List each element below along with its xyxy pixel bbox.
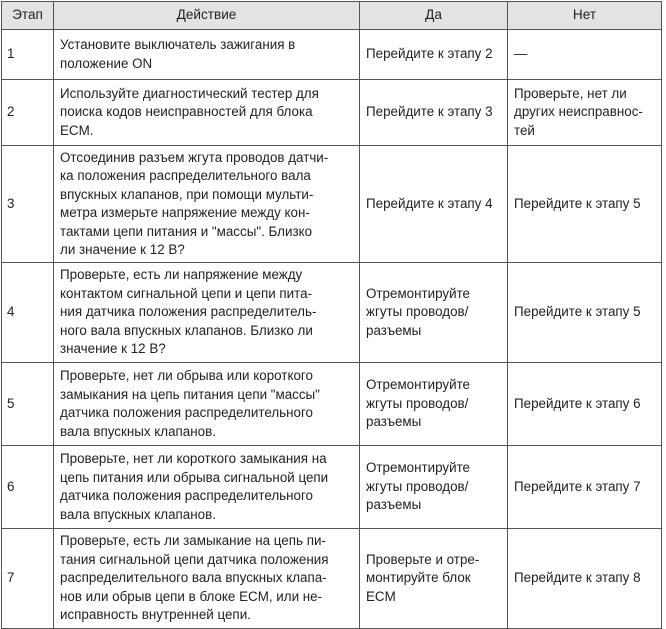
table-row <box>2 363 662 446</box>
step-cell: 7 <box>2 529 54 629</box>
yes-cell: Перейдите к этапу 4 <box>360 146 508 263</box>
yes-cell: Отремонтируйте жгуты проводов/ разъемы <box>360 263 508 363</box>
step-cell: 3 <box>2 146 54 263</box>
no-cell: Перейдите к этапу 5 <box>508 263 662 363</box>
header-no: Нет <box>508 2 662 30</box>
no-cell: Перейдите к этапу 8 <box>508 529 662 629</box>
yes-cell: Проверьте и отре- монтируйте блок ECM <box>360 529 508 629</box>
action-cell: Проверьте, есть ли напряжение между контактом сигнальной цепи и цепи пита- ния датчика положения распределитель- ного вала впускных клапанов. Близко ли значение к 12 В? <box>54 263 360 363</box>
table-row <box>2 146 662 263</box>
action-cell: Используйте диагностический тестер для поиска кодов неисправностей для блока ECM. <box>54 80 360 146</box>
no-cell: — <box>508 30 662 80</box>
yes-cell: Перейдите к этапу 3 <box>360 80 508 146</box>
no-cell: Перейдите к этапу 7 <box>508 446 662 529</box>
no-cell: Проверьте, нет ли других неисправнос- тей <box>508 80 662 146</box>
action-cell: Проверьте, нет ли обрыва или короткого замыкания на цепь питания цепи "массы" датчика положения распределительного вала впускных клапанов. <box>54 363 360 446</box>
no-cell: Перейдите к этапу 6 <box>508 363 662 446</box>
step-cell: 2 <box>2 80 54 146</box>
action-cell: Отсоединив разъем жгута проводов датчи- ка положения распределительного вала впускных клапанов, при помощи мульти- метра измерьте напряжение между кон- тактами цепи питания и "массы". Близко ли значение к 12 В? <box>54 146 360 263</box>
step-cell: 4 <box>2 263 54 363</box>
table-row <box>2 80 662 146</box>
table-body <box>2 30 662 629</box>
yes-cell: Перейдите к этапу 2 <box>360 30 508 80</box>
table-row <box>2 30 662 80</box>
table-row <box>2 446 662 529</box>
header-yes: Да <box>360 2 508 30</box>
yes-cell: Отремонтируйте жгуты проводов/ разъемы <box>360 446 508 529</box>
diagnostic-table <box>1 1 662 629</box>
header-row <box>2 2 662 30</box>
header-action: Действие <box>54 2 360 30</box>
action-cell: Установите выключатель зажигания в положение ON <box>54 30 360 80</box>
yes-cell: Отремонтируйте жгуты проводов/ разъемы <box>360 363 508 446</box>
table-header <box>2 2 662 30</box>
table-row <box>2 529 662 629</box>
step-cell: 5 <box>2 363 54 446</box>
header-step: Этап <box>2 2 54 30</box>
action-cell: Проверьте, есть ли замыкание на цепь пи- тания сигнальной цепи датчика положения распределительного вала впускных клапа- нов или обрыв цепи в блоке ECM, или не- исправность внутренней цепи. <box>54 529 360 629</box>
action-cell: Проверьте, нет ли короткого замыкания на цепь питания или обрыва сигнальной цепи датчика положения распределительного вала впускных клапанов. <box>54 446 360 529</box>
table-row <box>2 263 662 363</box>
step-cell: 1 <box>2 30 54 80</box>
step-cell: 6 <box>2 446 54 529</box>
no-cell: Перейдите к этапу 5 <box>508 146 662 263</box>
